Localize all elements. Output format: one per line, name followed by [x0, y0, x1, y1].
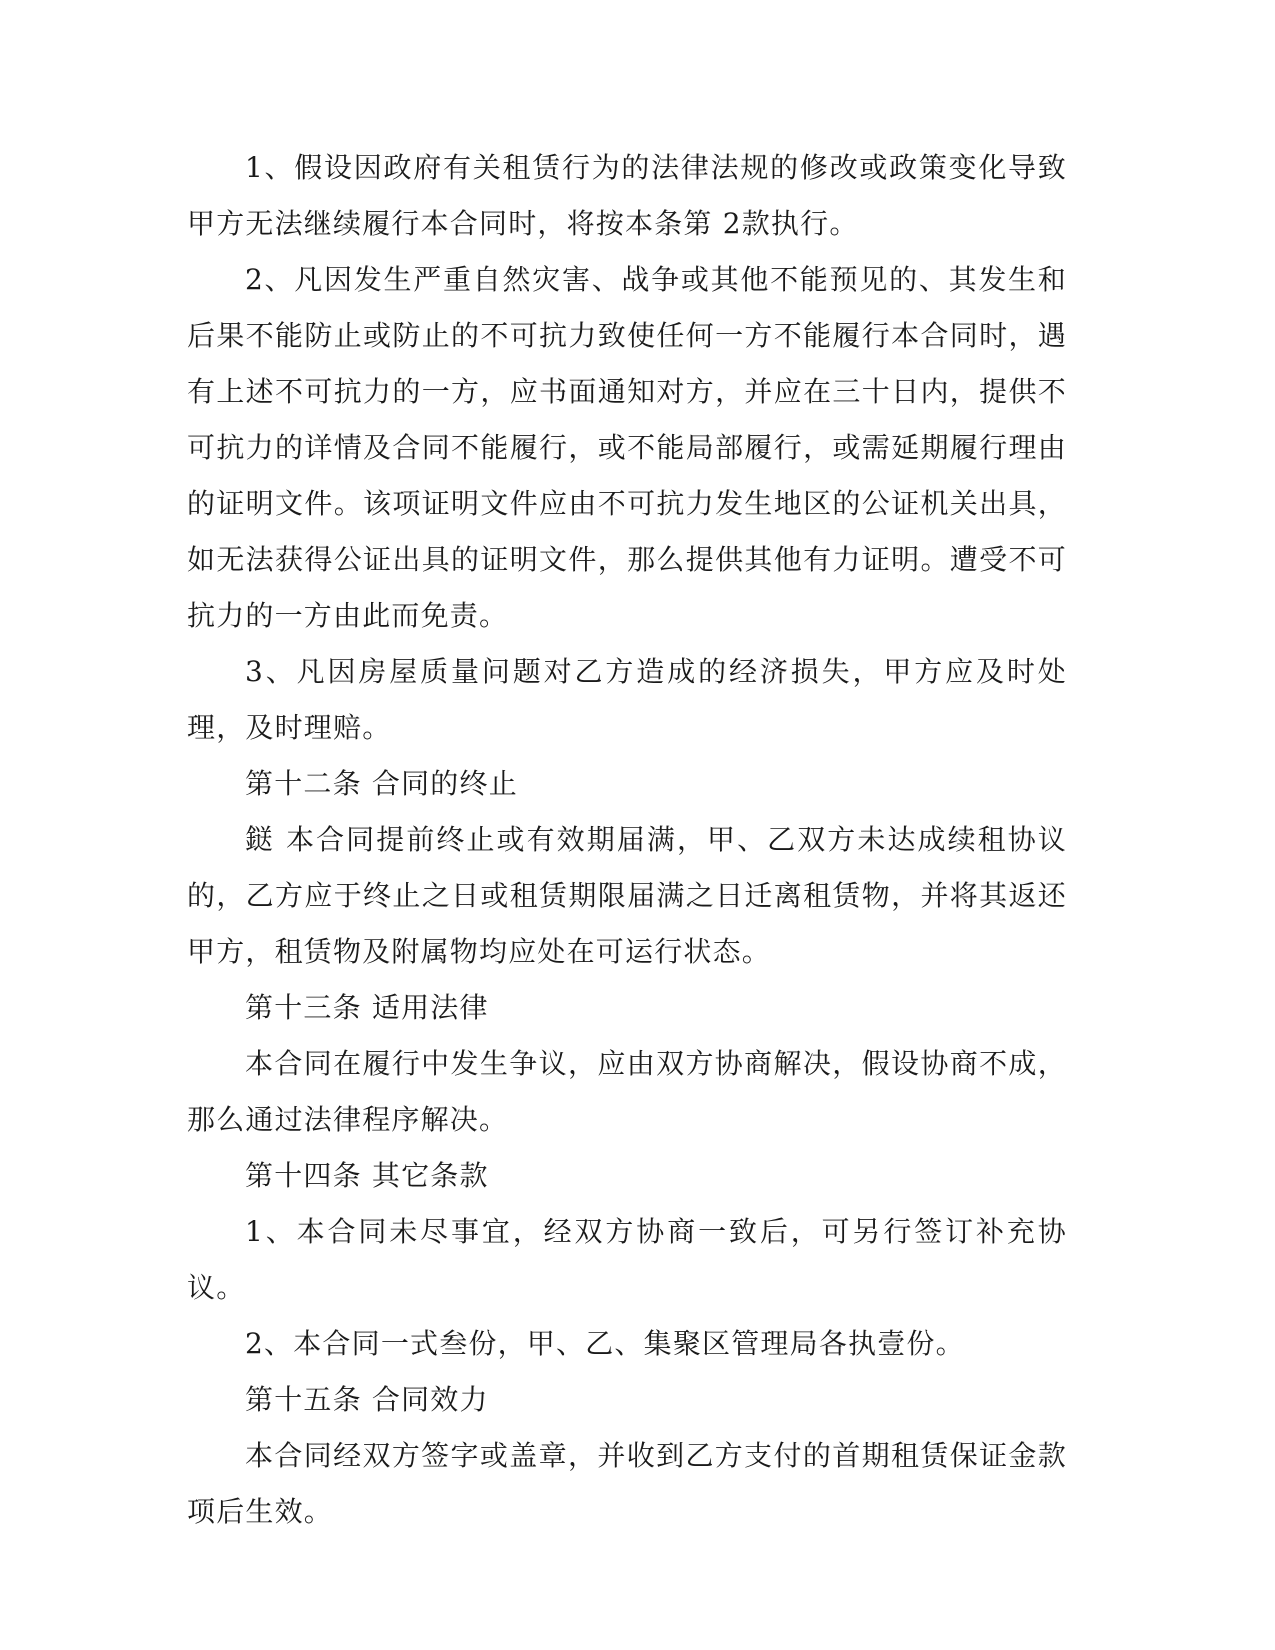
article-15-heading: 第十五条 合同效力	[245, 1383, 489, 1416]
article-14-heading: 第十四条 其它条款	[245, 1159, 489, 1192]
article-14-item-1: 1、本合同未尽事宜，经双方协商一致后，可另行签订补充协议。	[187, 1215, 1067, 1304]
article-13-body: 本合同在履行中发生争议，应由双方协商解决，假设协商不成，那么通过法律程序解决。	[187, 1047, 1067, 1136]
clause-1-paragraph: 1、假设因政府有关租赁行为的法律法规的修改或政策变化导致甲方无法继续履行本合同时，将按本条第 2款执行。	[187, 151, 1067, 240]
article-12-heading: 第十二条 合同的终止	[245, 767, 518, 800]
clause-2-paragraph: 2、凡因发生严重自然灾害、战争或其他不能预见的、其发生和后果不能防止或防止的不可抗力致使任何一方不能履行本合同时，遇有上述不可抗力的一方，应书面通知对方，并应在三十日内，提供不可抗力的详情及合同不能履行，或不能局部履行，或需延期履行理由的证明文件。该项证明文件应由不可抗力发生地区的公证机关出具，如无法获得公证出具的证明文件，那么提供其他有力证明。遭受不可抗力的一方由此而免责。	[187, 263, 1067, 632]
article-13-heading: 第十三条 适用法律	[245, 991, 489, 1024]
document-body	[187, 140, 1067, 1540]
article-14-item-2: 2、本合同一式叁份，甲、乙、集聚区管理局各执壹份。	[245, 1327, 965, 1360]
clause-3-paragraph: 3、凡因房屋质量问题对乙方造成的经济损失，甲方应及时处理，及时理赔。	[187, 655, 1067, 744]
article-15-body: 本合同经双方签字或盖章，并收到乙方支付的首期租赁保证金款项后生效。	[187, 1439, 1067, 1528]
article-12-body: 鎹 本合同提前终止或有效期届满，甲、乙双方未达成续租协议的，乙方应于终止之日或租赁期限届满之日迁离租赁物，并将其返还甲方，租赁物及附属物均应处在可运行状态。	[187, 823, 1067, 968]
